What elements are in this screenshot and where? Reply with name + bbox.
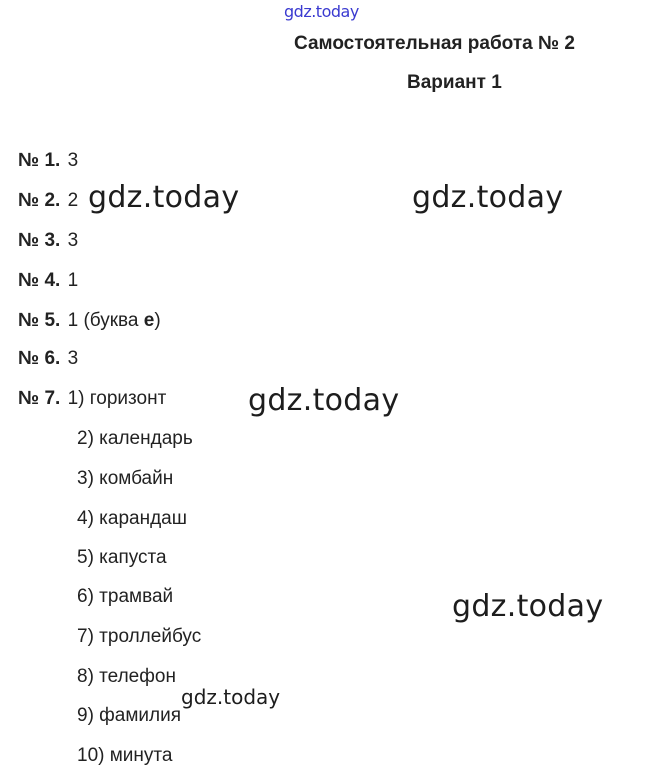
answer-value bbox=[68, 310, 161, 331]
answer-3 bbox=[18, 230, 78, 252]
word-item: 3) комбайн bbox=[77, 468, 174, 489]
watermark-right-upper: gdz.today bbox=[412, 180, 564, 215]
answer-value: 3 bbox=[67, 150, 79, 171]
answer-value-tail: ) bbox=[154, 310, 161, 331]
answer-number: № 4. bbox=[18, 270, 61, 291]
answer-2 bbox=[18, 190, 78, 212]
word-item: 7) троллейбус bbox=[77, 626, 202, 647]
answer-4 bbox=[18, 270, 78, 292]
answer-value-text: 1 (буква bbox=[67, 310, 144, 331]
variant-title: Вариант 1 bbox=[407, 72, 502, 93]
answer-number: № 2. bbox=[18, 190, 61, 211]
answer-6 bbox=[18, 348, 78, 370]
watermark-middle: gdz.today bbox=[248, 383, 400, 418]
word-item: 9) фамилия bbox=[77, 705, 182, 726]
word-item: 6) трамвай bbox=[77, 586, 174, 607]
watermark-top: gdz.today bbox=[284, 2, 359, 21]
answer-number: № 6. bbox=[18, 348, 61, 369]
answer-number: № 5. bbox=[18, 310, 61, 331]
answer-value: 3 bbox=[67, 348, 79, 369]
word-item: 4) карандаш bbox=[77, 508, 187, 529]
answer-number: № 1. bbox=[18, 150, 61, 171]
watermark-row2: gdz.today bbox=[88, 180, 240, 215]
answer-number: № 3. bbox=[18, 230, 61, 251]
answer-5 bbox=[18, 310, 161, 332]
word-item: 5) капуста bbox=[77, 547, 167, 568]
answer-value: 1) горизонт bbox=[67, 388, 167, 409]
word-item: 10) минута bbox=[77, 745, 173, 766]
watermark-right-lower: gdz.today bbox=[452, 589, 604, 624]
answer-letter: е bbox=[143, 310, 155, 331]
word-item: 8) телефон bbox=[77, 666, 176, 687]
watermark-small: gdz.today bbox=[181, 685, 281, 709]
answer-value: 1 bbox=[67, 270, 79, 291]
answer-1 bbox=[18, 150, 78, 172]
answer-7 bbox=[18, 388, 166, 410]
word-item: 2) календарь bbox=[77, 428, 193, 449]
answer-number: № 7. bbox=[18, 388, 61, 409]
answer-value: 2 bbox=[67, 190, 79, 211]
page-title: Самостоятельная работа № 2 bbox=[294, 33, 575, 54]
answer-value: 3 bbox=[67, 230, 79, 251]
